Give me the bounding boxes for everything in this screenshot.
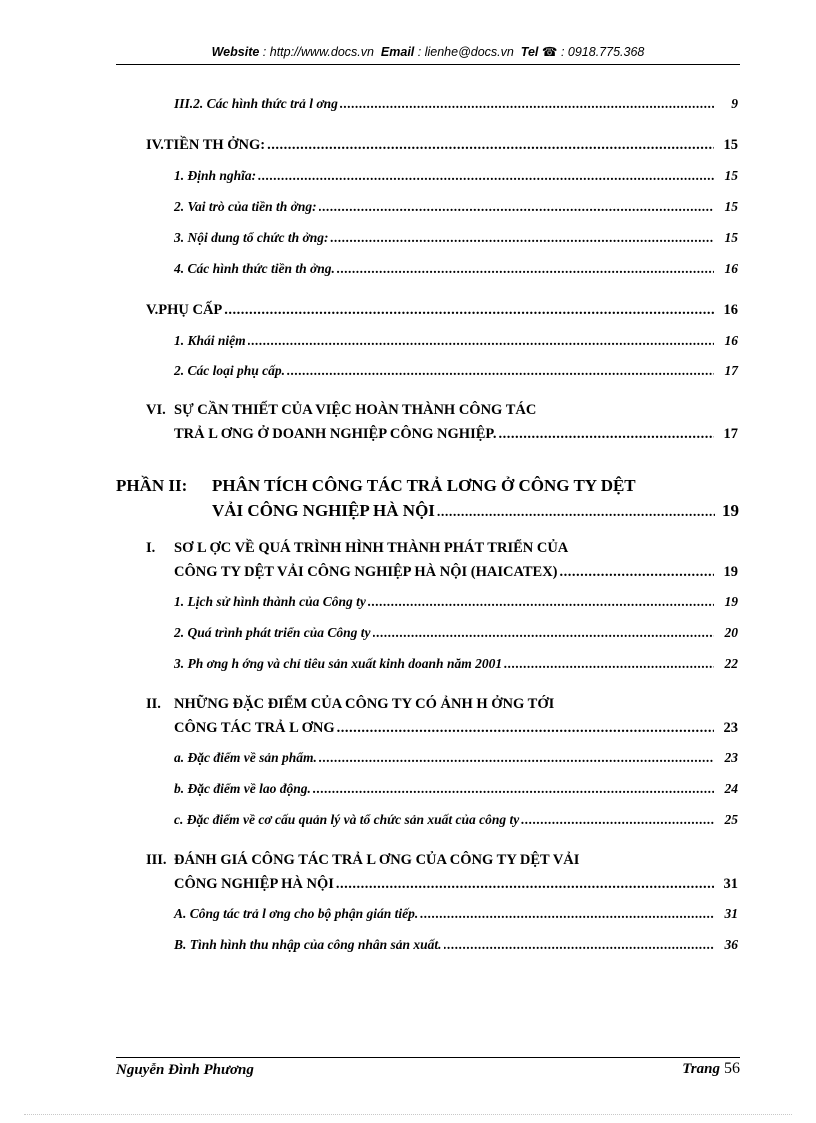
- toc-entry[interactable]: [174, 333, 738, 349]
- toc-entry-title-line1: NHỮNG ĐẶC ĐIỂM CỦA CÔNG TY CÓ ẢNH H ỞNG TỚI: [174, 696, 555, 712]
- dot-leader: [521, 812, 714, 828]
- dot-leader: [287, 363, 714, 379]
- toc-entry[interactable]: [174, 906, 738, 922]
- toc-page-number: 23: [724, 750, 738, 765]
- toc-page-number: 15: [724, 199, 738, 214]
- toc-page-number: 17: [723, 426, 738, 442]
- toc-entry-title: TRẢ L ƠNG Ở DOANH NGHIỆP CÔNG NGHIỆP.: [174, 426, 497, 442]
- toc-entry-title: III.2. Các hình thức trả l ơng: [174, 96, 338, 111]
- dot-leader: [373, 625, 714, 641]
- toc-entry-title: 2. Vai trò của tiền th ởng:: [174, 199, 317, 214]
- toc-page-number: 15: [724, 230, 738, 245]
- tel-label: Tel: [520, 45, 539, 59]
- toc-entry-title: VẢI CÔNG NGHIỆP HÀ NỘI: [212, 501, 435, 520]
- dot-leader: [248, 333, 714, 349]
- email-label: Email: [380, 45, 415, 59]
- footer-page-label: Trang: [682, 1061, 720, 1077]
- toc-entry[interactable]: [174, 625, 738, 641]
- toc-page-number: 20: [724, 625, 738, 640]
- toc-entry-title: PHỤ CẤP: [158, 302, 223, 318]
- toc-page-number: 19: [724, 594, 738, 609]
- toc-entry[interactable]: [174, 750, 738, 766]
- toc-entry[interactable]: [174, 230, 738, 246]
- toc-entry[interactable]: [174, 363, 738, 379]
- dot-leader: [337, 720, 714, 737]
- toc-entry-title: CÔNG NGHIỆP HÀ NỘI: [174, 876, 334, 892]
- toc-entry-title: 3. Ph ơng h ớng và chỉ tiêu sản xuất kinh doanh năm 2001: [174, 656, 503, 671]
- toc-entry[interactable]: [174, 720, 738, 737]
- toc-entry-title-line1: SỰ CẦN THIẾT CỦA VIỆC HOÀN THÀNH CÔNG TÁC: [174, 402, 537, 418]
- toc-entry-title-line1: PHÂN TÍCH CÔNG TÁC TRẢ LƠNG Ở CÔNG TY DỆT: [212, 476, 636, 495]
- toc-entry-title: c. Đặc điểm về cơ cấu quản lý và tổ chức sản xuất của công ty: [174, 812, 520, 827]
- toc-entry-title: 2. Các loại phụ cấp.: [174, 363, 286, 378]
- toc-page-number: 25: [724, 812, 738, 827]
- toc-entry[interactable]: [146, 302, 738, 319]
- toc-page-number: 16: [723, 302, 738, 318]
- toc-page-number: 31: [723, 876, 738, 892]
- toc-part-number: PHẦN II:: [116, 476, 188, 495]
- toc-page-number: 22: [724, 656, 738, 671]
- toc-entry-title: CÔNG TÁC TRẢ L ƠNG: [174, 720, 335, 736]
- toc-entry-number: II.: [146, 696, 161, 712]
- dot-leader: [337, 261, 714, 277]
- toc-page-number: 15: [724, 168, 738, 183]
- toc-page-number: 19: [722, 501, 739, 520]
- toc-page-number: 31: [724, 906, 738, 921]
- toc-entry[interactable]: [174, 781, 738, 797]
- dot-leader: [368, 594, 714, 610]
- toc-page-number: 16: [724, 261, 738, 276]
- toc-entry[interactable]: [174, 168, 738, 184]
- toc-entry-title: A. Công tác trả l ơng cho bộ phận gián tiếp.: [174, 906, 419, 921]
- website-label: Website: [211, 45, 260, 59]
- toc-page-number: 9: [731, 96, 738, 111]
- toc-entry-number: IV.: [146, 137, 164, 153]
- website-value[interactable]: : http://www.docs.vn: [262, 45, 374, 59]
- toc-entry-title: 2. Quá trình phát triển của Công ty: [174, 625, 371, 640]
- toc-entry[interactable]: [174, 876, 738, 893]
- footer-divider: [116, 1057, 740, 1058]
- toc-page-number: 15: [723, 137, 738, 153]
- dot-leader: [437, 505, 715, 521]
- dot-leader: [267, 137, 714, 154]
- dot-leader: [340, 96, 714, 112]
- toc-entry-title: 3. Nội dung tổ chức th ởng:: [174, 230, 329, 245]
- dot-leader: [319, 750, 714, 766]
- dot-leader: [444, 937, 715, 953]
- toc-page-number: 24: [724, 781, 738, 796]
- dot-leader: [504, 656, 714, 672]
- toc-entry[interactable]: [174, 199, 738, 215]
- toc-entry[interactable]: [174, 937, 738, 953]
- dot-leader: [336, 876, 714, 893]
- toc-entry[interactable]: [174, 656, 738, 672]
- footer-author: Nguyễn Đình Phương: [116, 1062, 254, 1078]
- toc-entry[interactable]: [146, 137, 738, 154]
- toc-entry-title: TIỀN TH ỞNG:: [163, 137, 266, 153]
- toc-entry[interactable]: [174, 96, 738, 112]
- page-bottom-border: [24, 1114, 792, 1115]
- dot-leader: [420, 906, 714, 922]
- phone-icon: ☎: [541, 45, 558, 59]
- toc-entry-title-line1: SƠ L ỢC VỀ QUÁ TRÌNH HÌNH THÀNH PHÁT TRIỂN CỦA: [174, 540, 569, 556]
- toc-entry-number: I.: [146, 540, 156, 556]
- dot-leader: [313, 781, 714, 797]
- toc-entry[interactable]: [174, 594, 738, 610]
- toc-entry-title: a. Đặc điểm về sản phẩm.: [174, 750, 317, 765]
- toc-entry[interactable]: [174, 812, 738, 828]
- toc-entry[interactable]: [174, 261, 738, 277]
- dot-leader: [499, 426, 714, 443]
- toc-page-number: 16: [724, 333, 738, 348]
- toc-page-number: 19: [723, 564, 738, 580]
- toc-entry-title: 1. Định nghĩa:: [174, 168, 257, 183]
- dot-leader: [258, 168, 714, 184]
- toc-entry-title: b. Đặc điểm về lao động.: [174, 781, 311, 796]
- toc-entry[interactable]: [212, 501, 739, 521]
- footer-page: [640, 1060, 740, 1078]
- tel-value: : 0918.775.368: [560, 45, 645, 59]
- toc-entry-number: III.: [146, 852, 167, 868]
- toc-entry-title: 1. Khái niệm: [174, 333, 246, 348]
- dot-leader: [319, 199, 714, 215]
- toc-page-number: 17: [724, 363, 738, 378]
- toc-page-number: 36: [724, 937, 738, 952]
- footer-page-number: 56: [724, 1060, 740, 1077]
- email-value[interactable]: : lienhe@docs.vn: [417, 45, 514, 59]
- dot-leader: [560, 564, 715, 581]
- dot-leader: [224, 302, 714, 319]
- toc-page-number: 23: [723, 720, 738, 736]
- toc-entry-number: VI.: [146, 402, 166, 418]
- toc-entry-title-line1: ĐÁNH GIÁ CÔNG TÁC TRẢ L ƠNG CỦA CÔNG TY DỆT VẢI: [174, 852, 580, 868]
- toc-entry[interactable]: [174, 564, 738, 581]
- toc-entry[interactable]: [174, 426, 738, 443]
- toc-entry-title: CÔNG TY DỆT VẢI CÔNG NGHIỆP HÀ NỘI (HAICATEX): [174, 564, 558, 580]
- dot-leader: [330, 230, 714, 246]
- toc-entry-number: V.: [146, 302, 159, 318]
- toc-entry-title: B. Tình hình thu nhập của công nhân sản xuất.: [174, 937, 442, 952]
- toc-entry-title: 1. Lịch sử hình thành của Công ty: [174, 594, 366, 609]
- toc-entry-title: 4. Các hình thức tiền th ởng.: [174, 261, 335, 276]
